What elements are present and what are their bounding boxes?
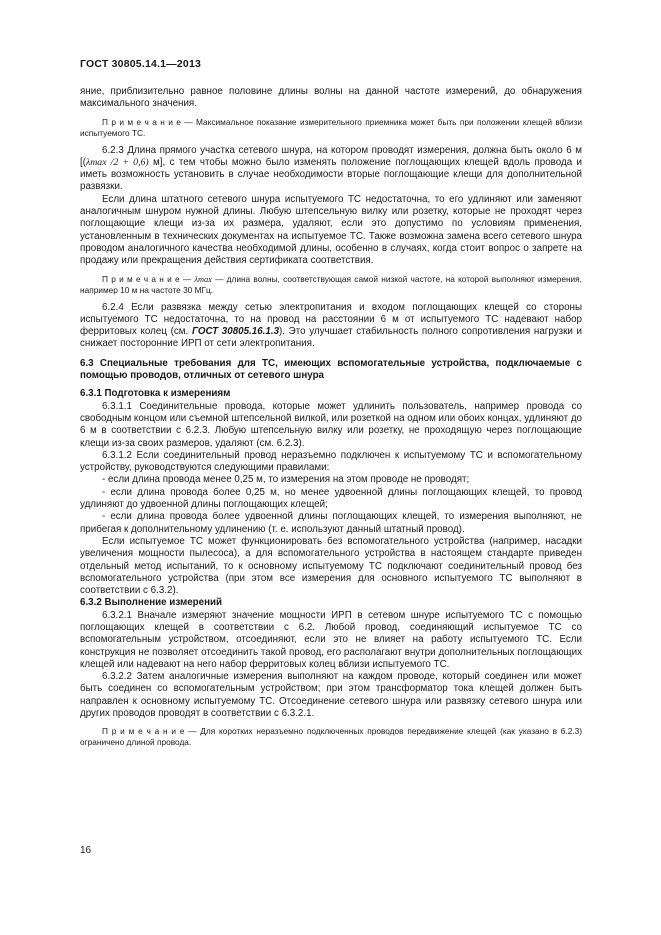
paragraph-text: м], с тем чтобы можно было изменять положение поглощающих клещей вдоль провода и иметь возможность установить в случае необходимости вторые поглощающие клещи для дополнительной развязки. <box>80 156 583 193</box>
running-header: ГОСТ 30805.14.1—2013 <box>80 58 202 70</box>
note-text: — Для коротких неразъемно подключенных проводов передвижение клещей (как указано в 6.2.3) ограничено длиной провода. <box>80 726 583 748</box>
rule-item: - если длина провода более 0,25 м, но менее удвоенной длины поглощающих клещей, то провод удлиняют до удвоенной длины поглощающих клещей; <box>80 486 582 511</box>
paragraph-text: ). Это улучшает стабильность полного сопротивления нагрузки и снижает посторонние ИРП от сети электропитания. <box>80 326 582 350</box>
paragraph-6-2-3 <box>80 145 582 194</box>
note-label: П р и м е ч а н и е <box>102 116 181 127</box>
lambda-symbol: λmax <box>194 274 212 284</box>
standard-reference: ГОСТ 30805.16.1.3 <box>191 326 280 338</box>
note-label: П р и м е ч а н и е <box>102 273 180 284</box>
page-number: 16 <box>80 845 92 856</box>
subsection-heading-6-3-1: 6.3.1 Подготовка к измерениям <box>80 388 231 400</box>
paragraph-aux-device: Если испытуемое ТС может функционировать без вспомогательного устройства (например, насадки увеличения мощности пылесоса), а для вспомогательного устройства в настоящем стандарте приведен отдельный метод испытаний, то к основному испытуемому ТС подключают соединительный провод без вспомогательного устройства (при этом все измерения для основного испытуемого ТС выполняют в соответствии с 6.3.2). <box>80 535 582 597</box>
paragraph-continuation: яние, приблизительно равное половине длины волны на данной частоте измерений, до обнаружения максимального значения. <box>80 86 582 110</box>
paragraph-6-3-1-1: 6.3.1.1 Соединительные провода, которые может удлинить пользователь, например провода со свободным концом или съемной штепсельной вилкой, или розеткой на одном или обоих концах, удлиняют до 6 м в соответствии с 6.2.3. Любую штепсельную вилку или розетку, не проходящую через поглощающие клещи из-за своих размеров, удаляют (см. 6.2.3). <box>80 400 582 449</box>
note-1 <box>80 117 582 139</box>
subsection-heading-6-3-2: 6.3.2 Выполнение измерений <box>80 597 223 609</box>
paragraph-6-3-1-2: 6.3.1.2 Если соединительный провод неразъемно подключен к испытуемому ТС и вспомогательному устройству, руководствуются следующими правилами: <box>80 449 582 474</box>
rule-item: - если длина провода менее 0,25 м, то измерения на этом проводе не проводят; <box>102 474 470 486</box>
rule-item: - если длина провода более удвоенной длины поглощающих клещей, то измерения выполняют, не прибегая к дополнительному удлинению (т. е. используют данный штатный провод). <box>80 511 582 535</box>
note-3 <box>80 726 582 748</box>
page-content <box>80 86 582 754</box>
note-dash: — <box>179 273 195 284</box>
note-text: — Максимальное показание измерительного приемника может быть при положении клещей вблизи испытуемого ТС. <box>80 116 583 138</box>
note-2 <box>80 274 582 296</box>
section-heading-6-3: 6.3 Специальные требования для ТС, имеющих вспомогательные устройства, подключаемые с помощью проводов, отличных от сетевого шнура <box>80 357 582 382</box>
paragraph-text: 6.2.4 Если развязка между сетью электропитания и входом поглощающих клещей со стороны испытуемого ТС недостаточна, то на провод на расстоянии 6 м от испытуемого ТС надевают набор ферритовых колец (см. <box>80 301 582 338</box>
paragraph-6-2-4 <box>80 302 582 351</box>
paragraph-6-3-2-1: 6.3.2.1 Вначале измеряют значение мощности ИРП в сетевом шнуре испытуемого ТС с помощью поглощающих клещей в соответствии с 6.2. Любой провод, соединяющий испытуемое ТС со вспомогательным устройством, отсоединяют, если это не влияет на работу испытуемого ТС. Если конструкция не позволяет отсоединить такой провод, его располагают внутри дополнительных поглощающих клещей или надевают на него набор ферритовых колец вблизи испытуемого ТС. <box>80 609 582 670</box>
paragraph-text: 6.2.3 Длина прямого участка сетевого шнура, на котором проводят измерения, должна быть около 6 м [( <box>80 144 582 168</box>
paragraph-short-cord: Если длина штатного сетевого шнура испытуемого ТС недостаточна, то его удлиняют или заменяют аналогичным шнуром нужной длины. Любую штепсельную вилку или розетку, которые не проходят через поглощающие клещи из-за их размера, удаляют, если это допустимо по условиям применения, установленным в технических документах на испытуемое ТС. Также возможна замена всего сетевого шнура проводом аналогичного качества необходимой длины, особенно в случаях, когда стоит вопрос о запрете на продажу или прекращения действия сертификата соответствия. <box>80 193 582 267</box>
paragraph-6-3-2-2: 6.3.2.2 Затем аналогичные измерения выполняют на каждом проводе, который соединен или может быть соединен со вспомогательным устройством; при этом трансформатор тока клещей должен быть направлен к основному испытуемому ТС. Отсоединение сетевого шнура или развязку сетевого шнура или других проводов проводят в соответствии с 6.3.2.1. <box>80 671 582 720</box>
formula: λmax /2 + 0,6) <box>85 156 149 168</box>
note-text: — длина волны, соответствующая самой низкой частоте, на которой выполняют измерения, например 10 м на частоте 30 МГц. <box>80 273 582 295</box>
note-label: П р и м е ч а н и е <box>102 726 185 737</box>
